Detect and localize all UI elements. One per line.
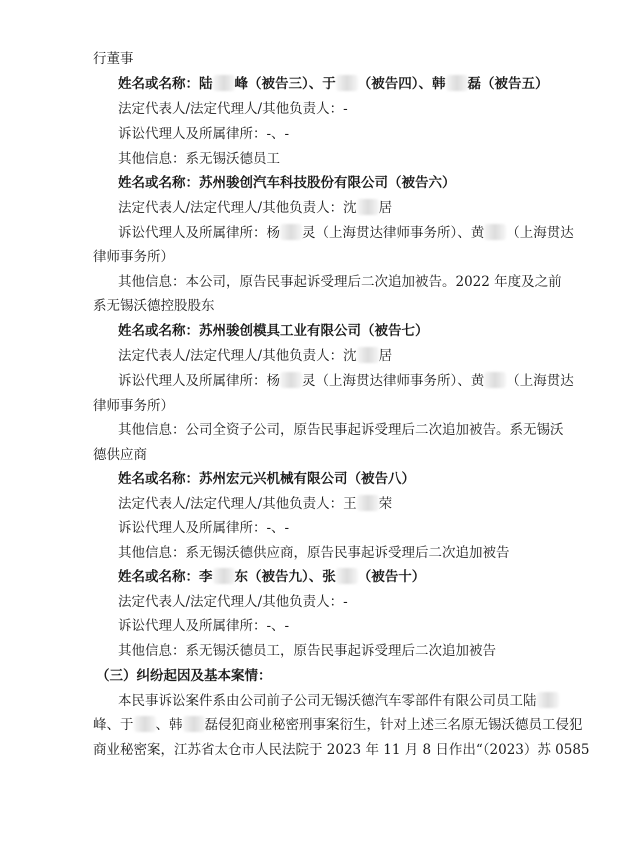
text-line bbox=[118, 544, 510, 562]
redaction-mark bbox=[537, 692, 559, 708]
text-segment: 姓名或名称：苏州骏创模具工业有限公司（被告七） bbox=[118, 323, 429, 339]
redaction-mark bbox=[484, 224, 506, 240]
redaction-mark bbox=[446, 75, 468, 91]
text-line bbox=[118, 495, 392, 513]
text-line bbox=[118, 125, 289, 143]
text-segment: 法定代表人/法定代理人/其他负责人：- bbox=[118, 101, 348, 117]
text-segment: 诉讼代理人及所属律所：-、- bbox=[118, 126, 290, 142]
text-segment: 姓名或名称：陆 bbox=[118, 76, 213, 92]
redaction-mark bbox=[280, 372, 302, 388]
text-segment: 其他信息：系无锡沃德员工 bbox=[118, 151, 280, 167]
text-segment: 、韩 bbox=[155, 717, 183, 733]
redaction-mark bbox=[357, 347, 379, 363]
text-segment: 法定代表人/法定代理人/其他负责人：沈 bbox=[118, 200, 357, 216]
text-line bbox=[118, 150, 280, 168]
text-segment: （上海贯达 bbox=[506, 373, 574, 389]
text-line bbox=[93, 248, 174, 266]
text-segment: 其他信息：本公司，原告民事起诉受理后二次追加被告。2022 年度及之前 bbox=[118, 274, 562, 290]
redaction-mark bbox=[213, 568, 235, 584]
text-line bbox=[118, 692, 559, 710]
text-segment: 律师事务所） bbox=[93, 249, 174, 265]
text-line bbox=[118, 593, 348, 611]
redaction-mark bbox=[213, 75, 235, 91]
text-segment: 东（被告九）、张 bbox=[234, 569, 336, 585]
text-line bbox=[118, 372, 574, 390]
redaction-mark bbox=[357, 199, 379, 215]
text-segment: 律师事务所） bbox=[93, 398, 174, 414]
text-line bbox=[93, 50, 134, 68]
redaction-mark bbox=[134, 716, 156, 732]
text-segment: （三）纠纷起因及基本案情： bbox=[96, 668, 272, 684]
party-name-line bbox=[118, 75, 549, 93]
redaction-mark bbox=[280, 224, 302, 240]
party-name-line bbox=[118, 470, 415, 488]
text-segment: 灵（上海贯达律师事务所）、黄 bbox=[302, 225, 485, 241]
text-segment: 系无锡沃德控股股东 bbox=[93, 298, 215, 314]
text-segment: 姓名或名称：苏州宏元兴机械有限公司（被告八） bbox=[118, 471, 415, 487]
text-segment: 诉讼代理人及所属律所：杨 bbox=[118, 373, 280, 389]
text-segment: 峰（被告三）、于 bbox=[234, 76, 336, 92]
redaction-mark bbox=[183, 716, 205, 732]
text-segment: 法定代表人/法定代理人/其他负责人：沈 bbox=[118, 348, 357, 364]
text-segment: 姓名或名称：苏州骏创汽车科技股份有限公司（被告六） bbox=[118, 175, 456, 191]
text-segment: 峰、于 bbox=[93, 717, 134, 733]
text-segment: （被告十） bbox=[357, 569, 426, 585]
text-segment: 荣 bbox=[378, 496, 393, 512]
text-segment: 磊侵犯商业秘密刑事案衍生，针对上述三名原无锡沃德员工侵犯 bbox=[204, 717, 583, 733]
text-line bbox=[118, 617, 289, 635]
text-segment: 诉讼代理人及所属律所：-、- bbox=[118, 520, 290, 536]
text-segment: 商业秘密案，江苏省太仓市人民法院于 2023 年 11 月 8 日作出“（2023）苏 0585 bbox=[93, 742, 590, 758]
text-segment: 居 bbox=[378, 348, 393, 364]
text-segment: 居 bbox=[378, 200, 393, 216]
redaction-mark bbox=[357, 495, 379, 511]
text-line bbox=[93, 716, 583, 734]
redaction-mark bbox=[336, 75, 358, 91]
text-segment: 德供应商 bbox=[93, 447, 147, 463]
section-heading bbox=[96, 667, 272, 685]
text-segment: 灵（上海贯达律师事务所）、黄 bbox=[302, 373, 485, 389]
text-segment: 姓名或名称：李 bbox=[118, 569, 213, 585]
text-segment: 诉讼代理人及所属律所：杨 bbox=[118, 225, 280, 241]
text-segment: 法定代表人/法定代理人/其他负责人：王 bbox=[118, 496, 357, 512]
text-segment: 磊（被告五） bbox=[467, 76, 549, 92]
text-line bbox=[118, 224, 574, 242]
text-line bbox=[118, 519, 289, 537]
text-line bbox=[93, 397, 174, 415]
text-segment: 法定代表人/法定代理人/其他负责人：- bbox=[118, 594, 348, 610]
text-line bbox=[118, 421, 564, 439]
text-segment: 本民事诉讼案件系由公司前子公司无锡沃德汽车零部件有限公司员工陆 bbox=[118, 693, 537, 709]
text-line bbox=[93, 446, 147, 464]
text-line bbox=[118, 642, 496, 660]
text-line bbox=[118, 199, 392, 217]
party-name-line bbox=[118, 568, 425, 586]
text-segment: 行董事 bbox=[93, 51, 134, 67]
text-line bbox=[93, 741, 590, 759]
text-line bbox=[118, 100, 348, 118]
text-segment: 其他信息：公司全资子公司，原告民事起诉受理后二次追加被告。系无锡沃 bbox=[118, 422, 564, 438]
text-segment: 其他信息：系无锡沃德供应商，原告民事起诉受理后二次追加被告 bbox=[118, 545, 510, 561]
redaction-mark bbox=[336, 568, 358, 584]
party-name-line bbox=[118, 322, 429, 340]
party-name-line bbox=[118, 174, 456, 192]
redaction-mark bbox=[484, 372, 506, 388]
text-segment: 诉讼代理人及所属律所：-、- bbox=[118, 618, 290, 634]
text-segment: 其他信息：系无锡沃德员工，原告民事起诉受理后二次追加被告 bbox=[118, 643, 496, 659]
text-line bbox=[118, 347, 392, 365]
text-line bbox=[118, 273, 562, 291]
text-segment: （上海贯达 bbox=[506, 225, 574, 241]
text-line bbox=[93, 297, 215, 315]
text-segment: （被告四）、韩 bbox=[357, 76, 446, 92]
